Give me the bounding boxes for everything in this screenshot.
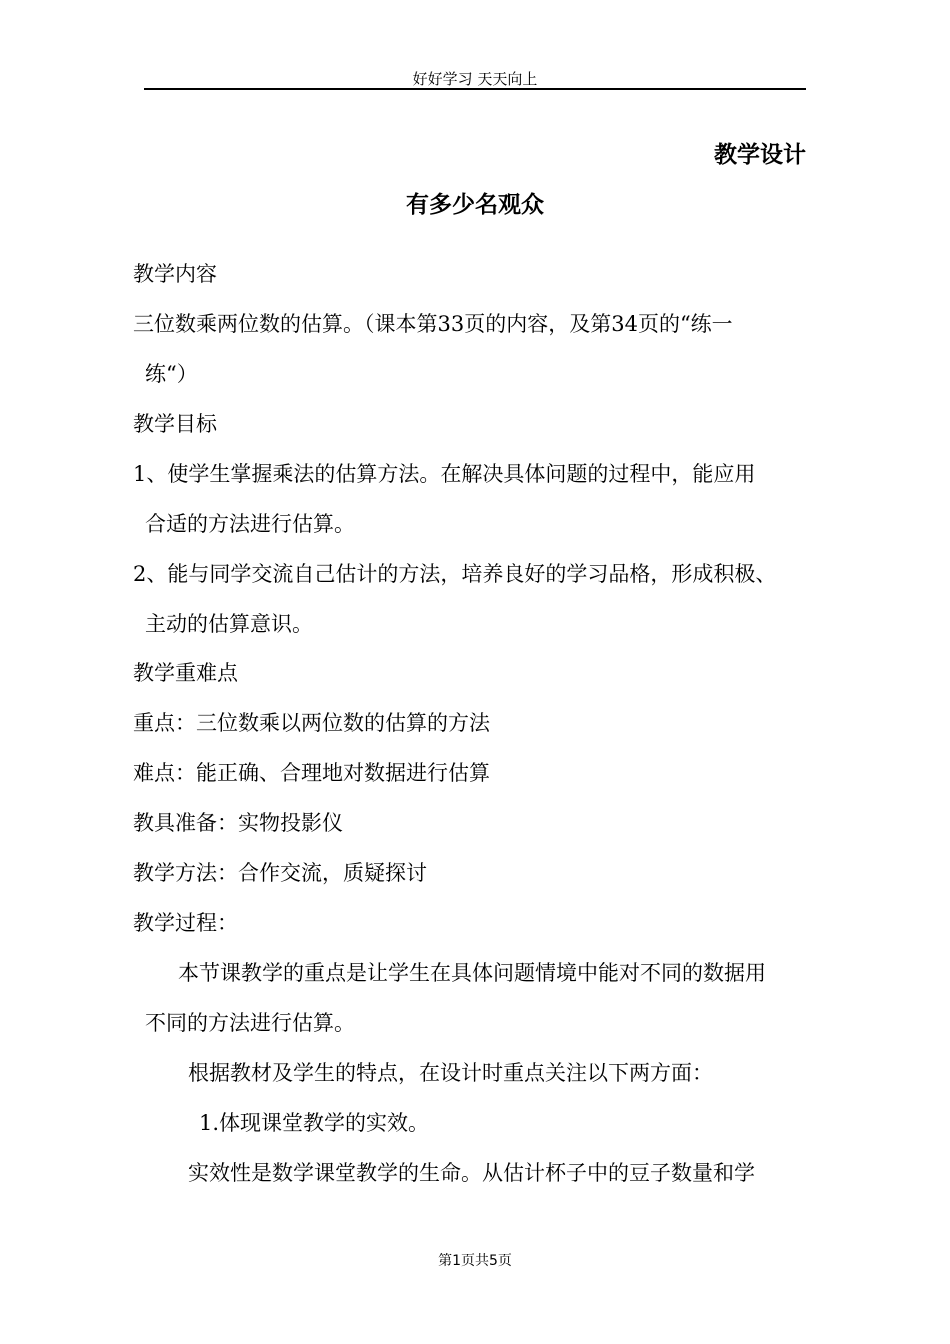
header-rule xyxy=(144,88,806,90)
body-line: 1、使学生掌握乘法的估算方法。在解决具体问题的过程中，能应用 xyxy=(133,462,756,486)
body-line: 主动的估算意识。 xyxy=(145,612,313,636)
document-type: 教学设计 xyxy=(714,141,806,168)
body-line: 教学方法：合作交流，质疑探讨 xyxy=(133,861,427,885)
body-line: 实效性是数学课堂教学的生命。从估计杯子中的豆子数量和学 xyxy=(188,1161,755,1185)
body-line: 合适的方法进行估算。 xyxy=(145,512,355,536)
body-line: 难点：能正确、合理地对数据进行估算 xyxy=(133,761,490,785)
document-title: 有多少名观众 xyxy=(406,191,544,218)
body-line: 根据教材及学生的特点，在设计时重点关注以下两方面： xyxy=(188,1061,713,1085)
section-heading-process: 教学过程： xyxy=(133,911,238,935)
section-heading-content: 教学内容 xyxy=(133,262,217,286)
body-line: 教具准备：实物投影仪 xyxy=(133,811,343,835)
body-line: 本节课教学的重点是让学生在具体问题情境中能对不同的数据用 xyxy=(178,961,766,985)
section-heading-goals: 教学目标 xyxy=(133,412,217,436)
page-footer: 第1页共5页 xyxy=(438,1253,512,1269)
body-line: 三位数乘两位数的估算。（课本第33页的内容，及第34页的“练一 xyxy=(133,312,733,336)
page-header: 好好学习 天天向上 xyxy=(412,70,538,88)
body-line: 2、能与同学交流自己估计的方法，培养良好的学习品格，形成积极、 xyxy=(133,562,777,586)
body-line: 不同的方法进行估算。 xyxy=(145,1011,355,1035)
body-line: 1.体现课堂教学的实效。 xyxy=(199,1111,430,1135)
body-line: 重点：三位数乘以两位数的估算的方法 xyxy=(133,711,490,735)
body-line: 练“） xyxy=(145,362,198,386)
section-heading-difficulty: 教学重难点 xyxy=(133,661,238,685)
